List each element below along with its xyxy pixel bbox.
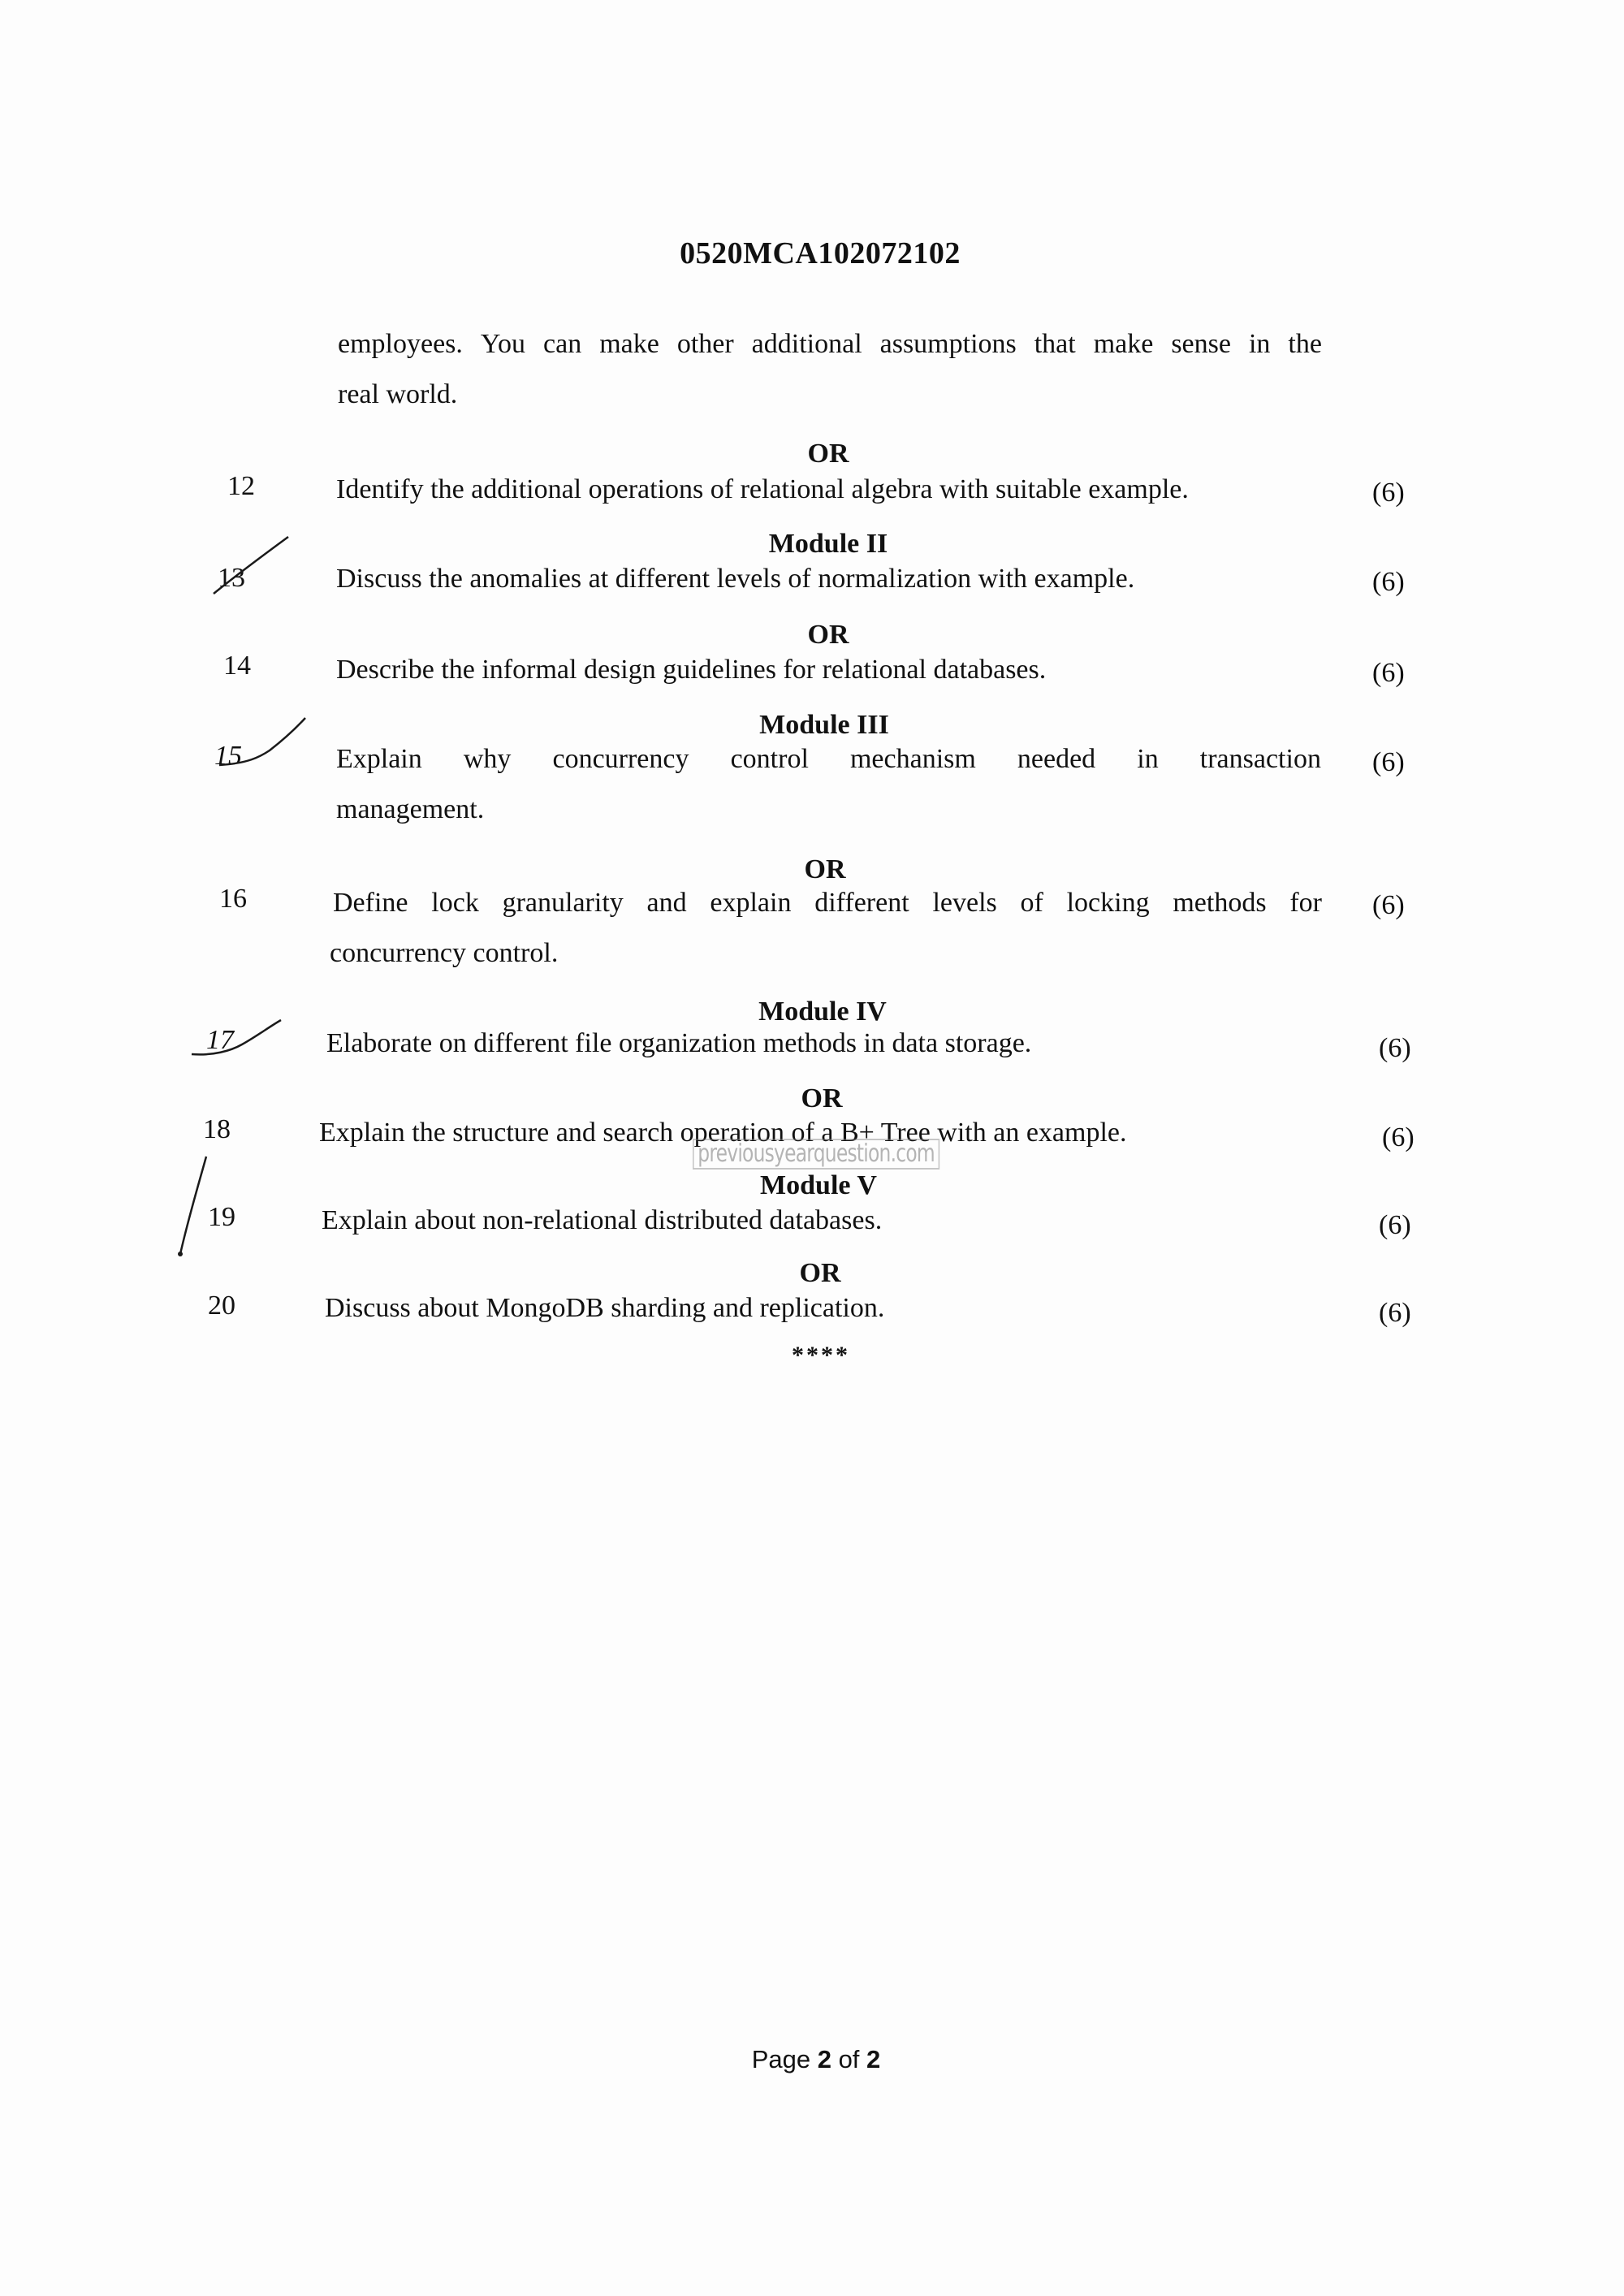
question-number-12: 12: [227, 471, 255, 501]
or-separator: OR: [807, 439, 849, 469]
tick-mark-icon: [171, 1153, 235, 1259]
question-text-15-cont: management.: [336, 794, 485, 824]
tick-mark-icon: [188, 1017, 286, 1062]
marks-18: (6): [1382, 1122, 1415, 1152]
question-number-13: 13: [218, 563, 245, 593]
marks-12: (6): [1372, 478, 1405, 508]
watermark-text: previousyearquestion.com: [693, 1139, 939, 1170]
module-2-heading: Module II: [768, 529, 888, 559]
question-text-16: Define lock granularity and explain different levels of locking methods for: [333, 888, 1322, 918]
marks-15: (6): [1372, 747, 1405, 777]
marks-16: (6): [1372, 890, 1405, 920]
module-5-heading: Module V: [760, 1170, 877, 1200]
question-number-16: 16: [219, 884, 247, 914]
question-number-14: 14: [223, 651, 251, 681]
module-3-heading: Module III: [759, 710, 889, 740]
page-number: Page 2 of 2: [751, 2045, 881, 2073]
question-text-17: Elaborate on different file organization methods in data storage.: [326, 1028, 1032, 1058]
marks-20: (6): [1379, 1298, 1411, 1328]
end-marker: ****: [792, 1342, 850, 1369]
question-text-15: Explain why concurrency control mechanism needed in transaction: [336, 744, 1321, 774]
question-text-12: Identify the additional operations of relational algebra with suitable example.: [336, 474, 1189, 504]
question-number-18: 18: [203, 1114, 231, 1144]
marks-17: (6): [1379, 1033, 1411, 1063]
marks-19: (6): [1379, 1210, 1411, 1240]
question-text-19: Explain about non-relational distributed databases.: [322, 1205, 883, 1235]
question-number-20: 20: [208, 1291, 235, 1321]
question-text-13: Discuss the anomalies at different levels of normalization with example.: [336, 564, 1135, 594]
question-number-19: 19: [208, 1202, 235, 1232]
or-separator: OR: [807, 620, 849, 650]
question-text-16-cont: concurrency control.: [330, 938, 559, 968]
continuation-line-2: real world.: [338, 379, 458, 409]
or-separator: OR: [799, 1258, 841, 1288]
tick-mark-icon: [211, 715, 309, 772]
question-text-18: Explain the structure and search operation of a B+ Tree with an example.: [319, 1118, 1127, 1148]
question-text-20: Discuss about MongoDB sharding and replication.: [325, 1293, 885, 1323]
question-number-15: 15: [214, 741, 242, 771]
module-4-heading: Module IV: [758, 997, 887, 1027]
continuation-line-1: employees. You can make other additional assumptions that make sense in the: [338, 329, 1322, 359]
tick-mark-icon: [207, 532, 296, 597]
question-number-17: 17: [206, 1025, 234, 1055]
marks-14: (6): [1372, 658, 1405, 688]
paper-code: 0520MCA102072102: [680, 236, 961, 270]
or-separator: OR: [801, 1083, 843, 1113]
or-separator: OR: [804, 854, 846, 884]
marks-13: (6): [1372, 567, 1405, 597]
question-text-14: Describe the informal design guidelines for relational databases.: [336, 655, 1047, 685]
